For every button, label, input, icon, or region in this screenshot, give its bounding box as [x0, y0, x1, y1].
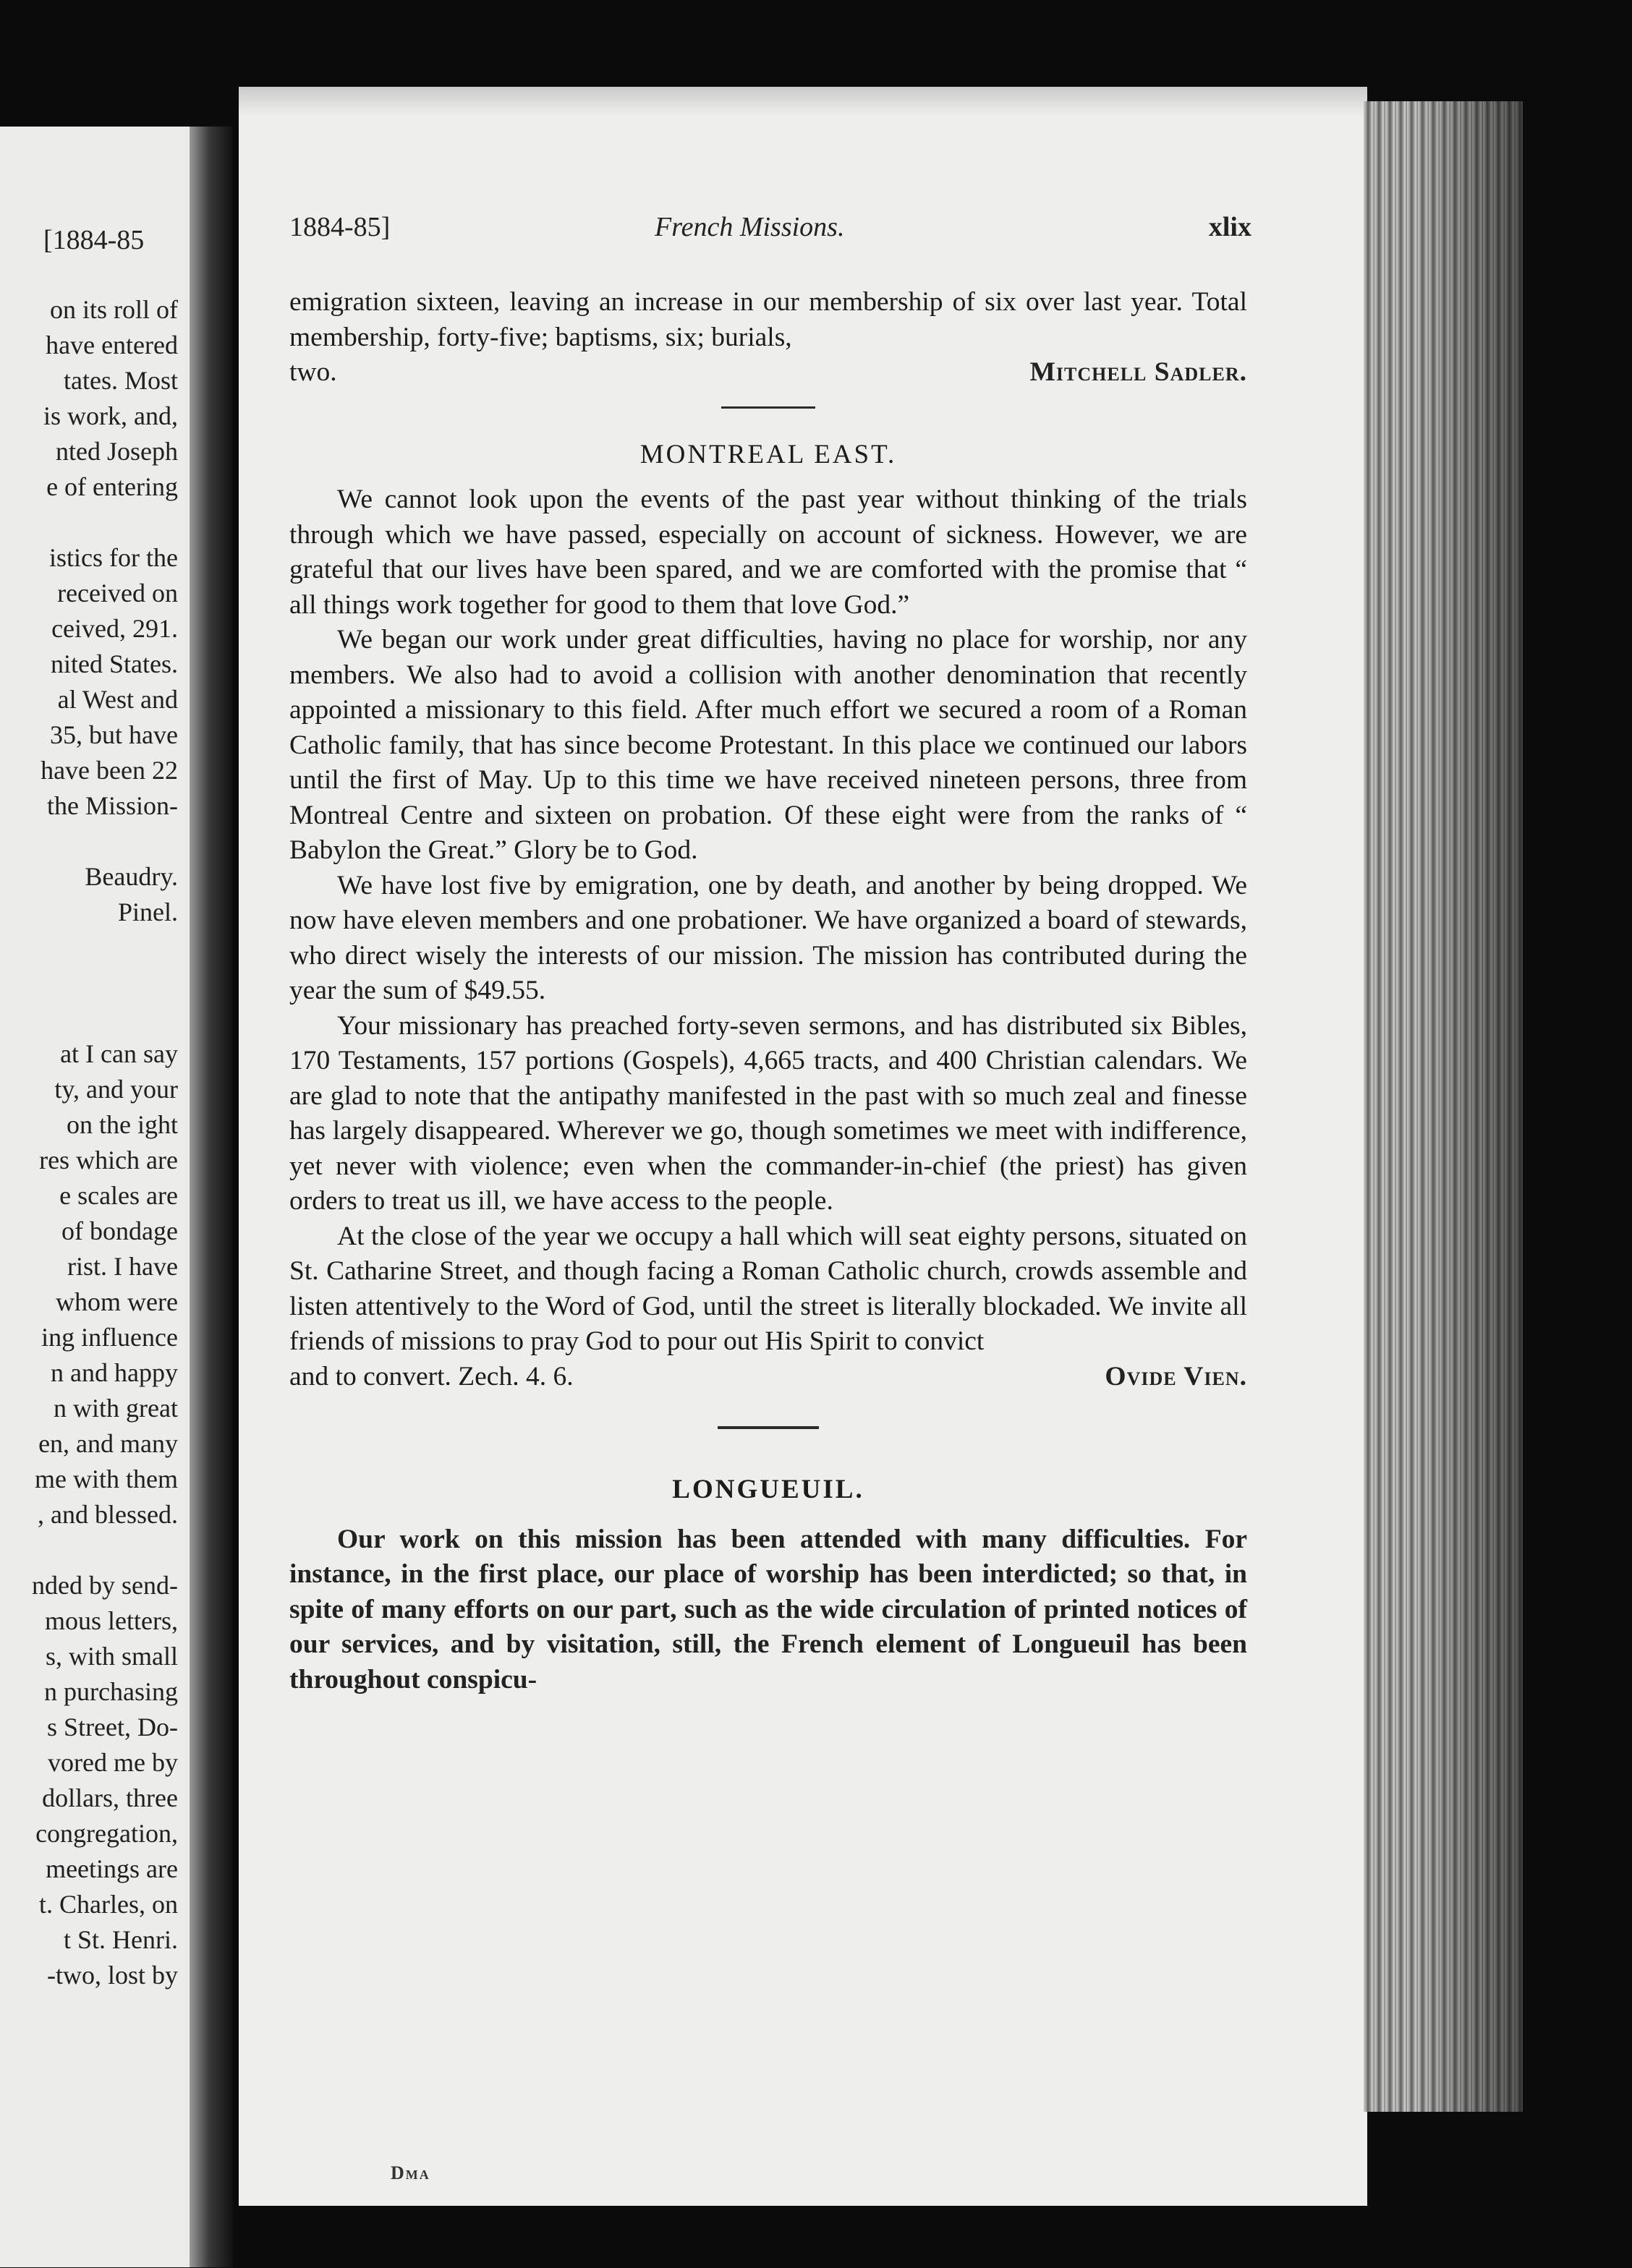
left-page-line: on its roll of	[50, 295, 178, 324]
montreal-east-paragraph-2: We began our work under great difficulties, having no place for worship, nor any members. We also had to avoid a collision with another denomination that recently appointed a missionary to this field. After much effort we secured a room of a Roman Catholic family, that has since become Protestant. In this place we continued our labors until the first of May. Up to this time we have received nineteen persons, three from Montreal Centre and sixteen on probation. Of these eight were from the ranks of “ Babylon the Great.” Glory be to God.	[289, 625, 1247, 865]
left-page-line: nited States.	[51, 649, 178, 678]
left-page-line: ty, and your	[54, 1075, 178, 1104]
left-page-line: have been 22	[41, 756, 178, 785]
left-page-line: vored me by	[48, 1748, 178, 1777]
left-page-line: dollars, three	[42, 1783, 178, 1812]
signature-mark: Dma	[391, 2162, 430, 2183]
section-divider	[721, 406, 815, 409]
montreal-east-paragraph-5: At the close of the year we occupy a hall which will seat eighty persons, situated on St. Catharine Street, and though facing a Roman Catholic church, crowds assemble and listen attentively to the Word of God, until the street is literally blockaded. We invite all friends of missions to pray God to pour out His Spirit to convict	[289, 1221, 1247, 1356]
signature-mitchell-sadler: Mitchell Sadler.	[1029, 357, 1247, 387]
left-page-line: Beaudry.	[85, 862, 178, 891]
signature-ovide-vien: Ovide Vien.	[1105, 1361, 1247, 1391]
left-page-line: s Street, Do-	[47, 1713, 178, 1742]
left-page-line: ceived, 291.	[51, 614, 178, 643]
left-page-line: nted Joseph	[56, 437, 178, 466]
intro-signature-line	[289, 355, 1247, 391]
left-page-line: is work, and,	[43, 401, 178, 430]
header-title: French Missions.	[655, 212, 845, 242]
left-page-line: s, with small	[45, 1642, 178, 1671]
left-page-line: meetings are	[46, 1854, 178, 1883]
intro-last-line: two.	[289, 357, 337, 387]
left-page-line: -two, lost by	[46, 1961, 178, 1990]
left-page-line: nded by send-	[32, 1571, 178, 1600]
header-year: 1884-85]	[289, 212, 391, 242]
montreal-east-paragraph-1: We cannot look upon the events of the past year without thinking of the trials through which we have passed, especially on account of sickness. However, we are grateful that our lives have been spared, and we are comforted with the promise that “ all things work together for good to them that love God.”	[289, 485, 1247, 620]
section-divider	[718, 1426, 819, 1429]
page-number: xlix	[1208, 212, 1251, 242]
left-page-line: en, and many	[38, 1429, 178, 1458]
section-title-longueuil: LONGUEUIL.	[672, 1475, 864, 1504]
left-page-line: whom were	[56, 1287, 178, 1316]
longueuil-paragraph: Our work on this mission has been attended with many difficulties. For instance, in the first place, our place of worship has been interdicted; so that, in spite of many efforts on our part, such as the wide circulation of printed notices of our services, and by visitation, still, the French element of Longueuil has been throughout conspicu-	[289, 1524, 1247, 1694]
left-page-line: al West and	[57, 685, 178, 714]
left-page-line: istics for the	[49, 543, 178, 572]
left-page-line: t St. Henri.	[64, 1925, 178, 1954]
left-page-line: rist. I have	[67, 1252, 178, 1281]
left-page-line: n with great	[54, 1394, 178, 1423]
left-page-line: mous letters,	[45, 1606, 178, 1635]
left-page-line: congregation,	[35, 1819, 178, 1848]
left-page-line: t. Charles, on	[39, 1890, 178, 1919]
left-page-line: ing influence	[41, 1323, 178, 1352]
left-page-line: the Mission-	[46, 791, 178, 820]
left-page-line: , and blessed.	[38, 1500, 178, 1529]
left-page-line: me with them	[35, 1465, 178, 1493]
left-page-line: n purchasing	[44, 1677, 178, 1706]
left-page-line: 35, but have	[50, 720, 178, 749]
left-page-line: res which are	[39, 1146, 178, 1174]
left-page-line: e scales are	[59, 1181, 178, 1210]
section-title-montreal-east: MONTREAL EAST.	[639, 439, 897, 469]
left-page-line: received on	[57, 579, 178, 608]
left-page-line: on the ight	[67, 1110, 178, 1139]
intro-paragraph: emigration sixteen, leaving an increase in our membership of six over last year. Total membership, forty-five; baptisms, six; burials,	[289, 287, 1247, 352]
left-page-line: tates. Most	[64, 366, 178, 395]
montreal-east-signature-line	[289, 1360, 1247, 1395]
left-page-line: Pinel.	[117, 898, 178, 926]
left-page-line: n and happy	[51, 1358, 178, 1387]
left-page-line: e of entering	[46, 472, 178, 501]
montreal-east-last-line: and to convert. Zech. 4. 6.	[289, 1361, 574, 1391]
montreal-east-paragraph-3: We have lost five by emigration, one by death, and another by being dropped. We now have eleven members and one probationer. We have organized a board of stewards, who direct wisely the interests of our mission. The mission has contributed during the year the sum of $49.55.	[289, 870, 1247, 1005]
left-running-head: [1884-85	[43, 225, 145, 255]
page-shadow	[239, 87, 1367, 116]
montreal-east-paragraph-4: Your missionary has preached forty-seven sermons, and has distributed six Bibles, 170 Testaments, 157 portions (Gospels), 4,665 tracts, and 400 Christian calendars. We are glad to note that the antipathy manifested in the past with so much zeal and finesse has largely disappeared. Wherever we go, though sometimes we meet with indifference, yet never with violence; even when the commander-in-chief (the priest) has given orders to treat us ill, we have access to the people.	[289, 1010, 1247, 1216]
book-gutter	[190, 127, 233, 2267]
left-page-line: at I can say	[60, 1039, 178, 1068]
left-page-line: of bondage	[61, 1216, 178, 1245]
left-page-line: have entered	[46, 331, 178, 359]
running-header	[289, 211, 1251, 247]
page-body	[289, 285, 1247, 1697]
book-fore-edge-shadow	[1414, 101, 1523, 2112]
